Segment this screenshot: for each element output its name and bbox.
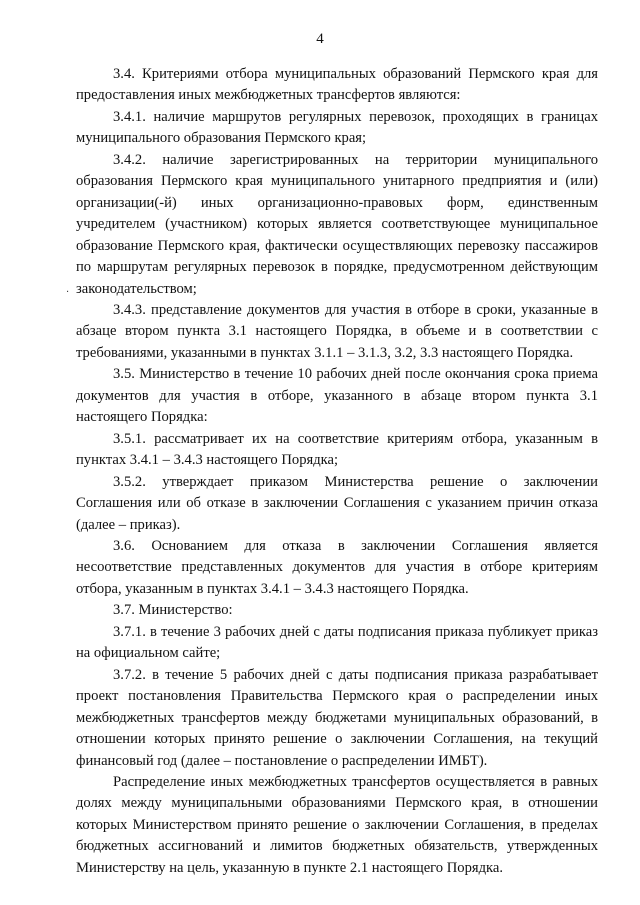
page-number: 4	[316, 31, 324, 47]
paragraph-3-5-2: 3.5.2. утверждает приказом Министерства решение о заключении Соглашения или об отказе в заключении Соглашения с указанием причин отказа (далее – приказ).	[76, 473, 598, 533]
paragraph-3-4-1: 3.4.1. наличие маршрутов регулярных перевозок, проходящих в границах муниципального образования Пермского края;	[76, 108, 598, 147]
paragraph-distribution: Распределение иных межбюджетных трансфертов осуществляется в равных долях между муниципальными образованиями Пермского края, в отношении которых Министерством принято решение о заключении Соглашения, в пределах бюджетных ассигнований и лимитов бюджетных обязательств, утвержденных Министерству на цель, указанную в пункте 2.1 настоящего Порядка.	[76, 773, 598, 876]
margin-mark: ·	[66, 287, 70, 298]
paragraph-3-7-1: 3.7.1. в течение 3 рабочих дней с даты подписания приказа публикует приказ на официальном сайте;	[76, 623, 598, 662]
paragraph-3-4-3: 3.4.3. представление документов для участия в отборе в сроки, указанные в абзаце втором пункта 3.1 настоящего Порядка, в объеме и в соответствии с требованиями, указанными в пунктах 3.1.1 – 3.1.3, 3.2, 3.3 настоящего Порядка.	[76, 301, 598, 361]
paragraph-3-4-2: 3.4.2. наличие зарегистрированных на территории муниципального образования Пермского края муниципального унитарного предприятия и (или) организации(-й) иных организационно-правовых форм, единственным учредителем (участником) которых является соответствующее муниципальное образование Пермского края, фактически осуществляющих перевозку пассажиров по маршрутам регулярных перевозок в порядке, предусмотренном действующим законодательством;	[76, 151, 598, 297]
document-body	[76, 64, 598, 879]
paragraph-3-7: 3.7. Министерство:	[113, 602, 233, 619]
paragraph-3-5-1: 3.5.1. рассматривает их на соответствие критериям отбора, указанным в пунктах 3.4.1 – 3.4.3 настоящего Порядка;	[76, 430, 598, 469]
paragraph-3-5: 3.5. Министерство в течение 10 рабочих дней после окончания срока приема документов для участия в отборе, указанного в абзаце втором пункта 3.1 настоящего Порядка:	[76, 366, 598, 426]
paragraph-3-7-2: 3.7.2. в течение 5 рабочих дней с даты подписания приказа разрабатывает проект постановления Правительства Пермского края о распределении иных межбюджетных трансфертов между бюджетами муниципальных образований, в отношении которых принято решение о заключении Соглашения, на текущий финансовый год (далее – постановление о распределении ИМБТ).	[76, 666, 598, 769]
paragraph-3-6: 3.6. Основанием для отказа в заключении Соглашения является несоответствие представленных документов для участия в отборе критериям отбора, указанным в пунктах 3.4.1 – 3.4.3 настоящего Порядка.	[76, 537, 598, 597]
paragraph-3-4: 3.4. Критериями отбора муниципальных образований Пермского края для предоставления иных межбюджетных трансфертов являются:	[76, 66, 598, 104]
